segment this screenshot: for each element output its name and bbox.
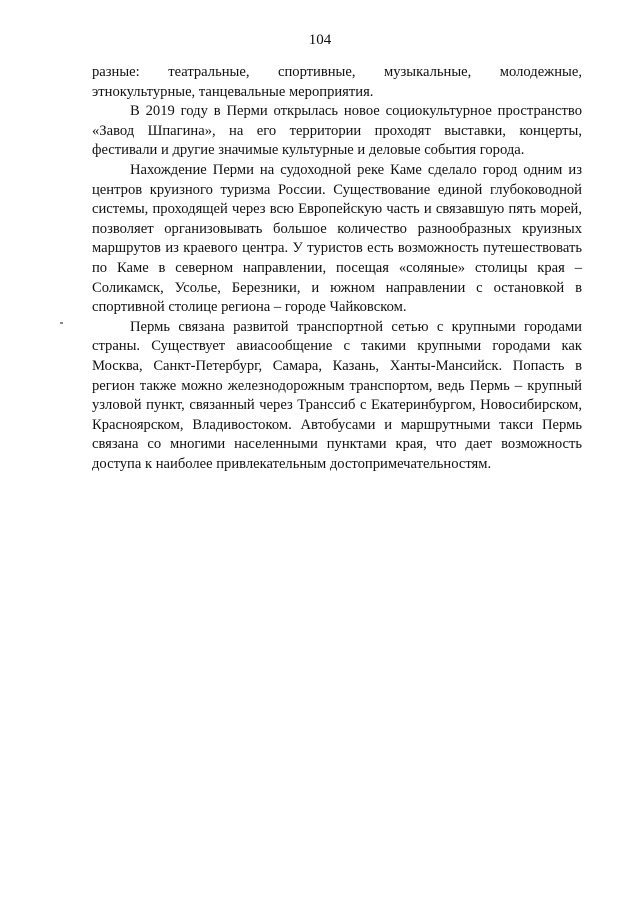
- body-text: [92, 63, 582, 474]
- paragraph-continuation: разные: театральные, спортивные, музыкальные, молодежные, этнокультурные, танцевальные мероприятия.: [92, 64, 582, 100]
- paragraph-river-cruise: Нахождение Перми на судоходной реке Каме сделало город одним из центров круизного туризма России. Существование единой глубоководной системы, проходящей через всю Европейскую часть и связавшую пять морей, позволяет организовывать большое количество разнообразных круизных маршрутов из краевого центра. У туристов есть возможность путешествовать по Каме в северном направлении, посещая «соляные» столицы края – Соликамск, Усолье, Березники, и южном направлении с остановкой в спортивной столице региона – городе Чайковском.: [92, 161, 582, 316]
- page-number: 104: [308, 32, 332, 48]
- paragraph-transport: Пермь связана развитой транспортной сетью с крупными городами страны. Существует авиасообщение с такими крупными городами как Москва, Санкт-Петербург, Самара, Казань, Ханты-Мансийск. Попасть в регион также можно железнодорожным транспортом, ведь Пермь – крупный узловой пункт, связанный через Транссиб с Екатеринбургом, Новосибирском, Красноярском, Владивостоком. Автобусами и маршрутными такси Пермь связана со многими населенными пунктами края, что дает возможность доступа к наиболее привлекательным достопримечательностям.: [92, 318, 582, 472]
- paragraph-zavod-shpagina: В 2019 году в Перми открылась новое социокультурное пространство «Завод Шпагина», на его территории проходят выставки, концерты, фестивали и другие значимые культурные и деловые события города.: [92, 103, 582, 159]
- margin-mark: [60, 322, 63, 324]
